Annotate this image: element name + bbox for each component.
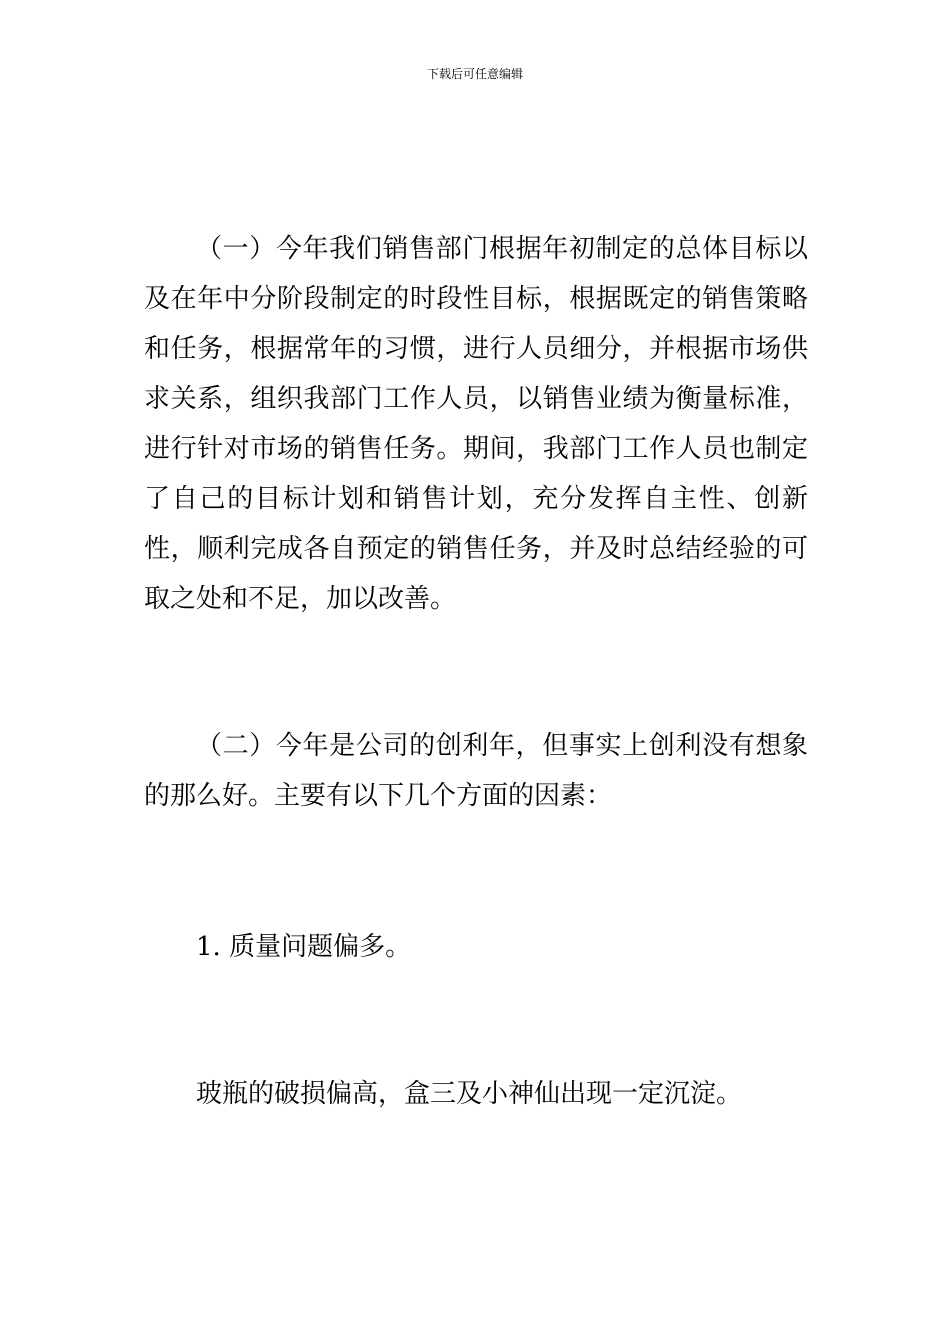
- paragraph-list-item-one: 1. 质量问题偏多。: [196, 932, 412, 962]
- paragraph-section-two: （二）今年是公司的创利年，但事实上创利没有想象的那么好。主要有以下几个方面的因素：: [144, 731, 808, 811]
- paragraph-detail: 玻瓶的破损偏高，盒三及小神仙出现一定沉淀。: [196, 1079, 743, 1109]
- document-body: [144, 0, 808, 1344]
- page-header-note: 下载后可任意编辑: [426, 67, 523, 81]
- paragraph-section-one: （一）今年我们销售部门根据年初制定的总体目标以及在年中分阶段制定的时段性目标，根据既定的销售策略和任务，根据常年的习惯，进行人员细分，并根据市场供求关系，组织我部门工作人员，以销售业绩为衡量标准，进行针对市场的销售任务。期间，我部门工作人员也制定了自己的目标计划和销售计划，充分发挥自主性、创新性，顺利完成各自预定的销售任务，并及时总结经验的可取之处和不足，加以改善。: [144, 234, 808, 614]
